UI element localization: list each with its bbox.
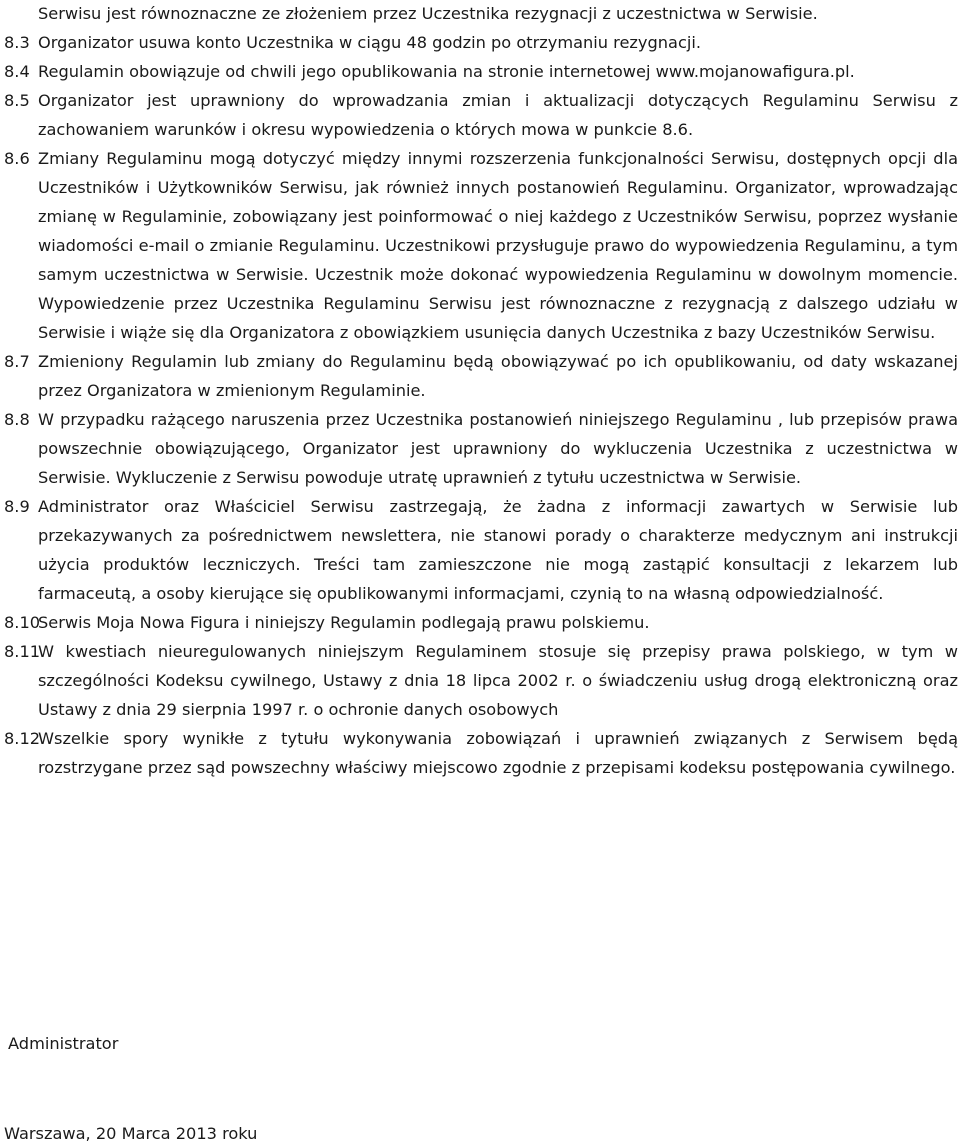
- section-list: [4, 28, 958, 782]
- section-number: 8.9: [4, 497, 30, 516]
- section-text: Organizator usuwa konto Uczestnika w ciągu 48 godzin po otrzymaniu rezygnacji.: [38, 33, 702, 52]
- section-number: 8.7: [4, 352, 30, 371]
- section-text: Wszelkie spory wynikłe z tytułu wykonywania zobowiązań i uprawnień związanych z Serwisem będą rozstrzygane przez sąd powszechny właściwy miejscowo zgodnie z przepisami kodeksu postępowania cywilnego.: [38, 729, 958, 777]
- section-text: Regulamin obowiązuje od chwili jego opublikowania na stronie internetowej www.mojanowafigura.pl.: [38, 62, 855, 81]
- section-8-6: [4, 144, 958, 347]
- section-8-8: [4, 405, 958, 492]
- section-number: 8.10: [4, 613, 41, 632]
- section-number: 8.12: [4, 729, 41, 748]
- place-and-date: Warszawa, 20 Marca 2013 roku: [4, 1124, 258, 1143]
- section-text: W przypadku rażącego naruszenia przez Uczestnika postanowień niniejszego Regulaminu , lub przepisów prawa powszechnie obowiązującego, Organizator jest uprawniony do wykluczenia Uczestnika z uczestnictwa w Serwisie. Wykluczenie z Serwisu powoduje utratę uprawnień z tytułu uczestnictwa w Serwisie.: [38, 410, 958, 487]
- section-number: 8.6: [4, 149, 30, 168]
- section-8-4: [4, 57, 958, 86]
- section-text: Serwis Moja Nowa Figura i niniejszy Regulamin podlegają prawu polskiemu.: [38, 613, 650, 632]
- section-number: 8.4: [4, 62, 30, 81]
- signature-label: Administrator: [8, 1034, 119, 1053]
- section-8-7: [4, 347, 958, 405]
- section-8-12: [4, 724, 958, 782]
- section-text: Zmieniony Regulamin lub zmiany do Regulaminu będą obowiązywać po ich opublikowaniu, od daty wskazanej przez Organizatora w zmienionym Regulaminie.: [38, 352, 958, 400]
- section-number: 8.3: [4, 33, 30, 52]
- section-8-3: [4, 28, 958, 57]
- intro-continuation: Serwisu jest równoznaczne ze złożeniem przez Uczestnika rezygnacji z uczestnictwa w Serwisie.: [38, 4, 818, 23]
- section-8-10: [4, 608, 958, 637]
- section-8-11: [4, 637, 958, 724]
- section-number: 8.11: [4, 642, 41, 661]
- section-number: 8.5: [4, 91, 30, 110]
- section-number: 8.8: [4, 410, 30, 429]
- section-text: Organizator jest uprawniony do wprowadzania zmian i aktualizacji dotyczących Regulaminu Serwisu z zachowaniem warunków i okresu wypowiedzenia o których mowa w punkcie 8.6.: [38, 91, 958, 139]
- section-8-5: [4, 86, 958, 144]
- section-text: Administrator oraz Właściciel Serwisu zastrzegają, że żadna z informacji zawartych w Serwisie lub przekazywanych za pośrednictwem newslettera, nie stanowi porady o charakterze medycznym ani instrukcji użycia produktów leczniczych. Treści tam zamieszczone nie mogą zastąpić konsultacji z lekarzem lub farmaceutą, a osoby kierujące się opublikowanymi informacjami, czynią to na własną odpowiedzialność.: [38, 497, 958, 603]
- section-text: W kwestiach nieuregulowanych niniejszym Regulaminem stosuje się przepisy prawa polskiego, w tym w szczególności Kodeksu cywilnego, Ustawy z dnia 18 lipca 2002 r. o świadczeniu usług drogą elektroniczną oraz Ustawy z dnia 29 sierpnia 1997 r. o ochronie danych osobowych: [38, 642, 958, 719]
- section-text: Zmiany Regulaminu mogą dotyczyć między innymi rozszerzenia funkcjonalności Serwisu, dostępnych opcji dla Uczestników i Użytkowników Serwisu, jak również innych postanowień Regulaminu. Organizator, wprowadzając zmianę w Regulaminie, zobowiązany jest poinformować o niej każdego z Uczestników Serwisu, poprzez wysłanie wiadomości e-mail o zmianie Regulaminu. Uczestnikowi przysługuje prawo do wypowiedzenia Regulaminu, a tym samym uczestnictwa w Serwisie. Uczestnik może dokonać wypowiedzenia Regulaminu w dowolnym momencie. Wypowiedzenie przez Uczestnika Regulaminu Serwisu jest równoznaczne z rezygnacją z dalszego udziału w Serwisie i wiąże się dla Organizatora z obowiązkiem usunięcia danych Uczestnika z bazy Uczestników Serwisu.: [38, 149, 958, 342]
- section-8-9: [4, 492, 958, 608]
